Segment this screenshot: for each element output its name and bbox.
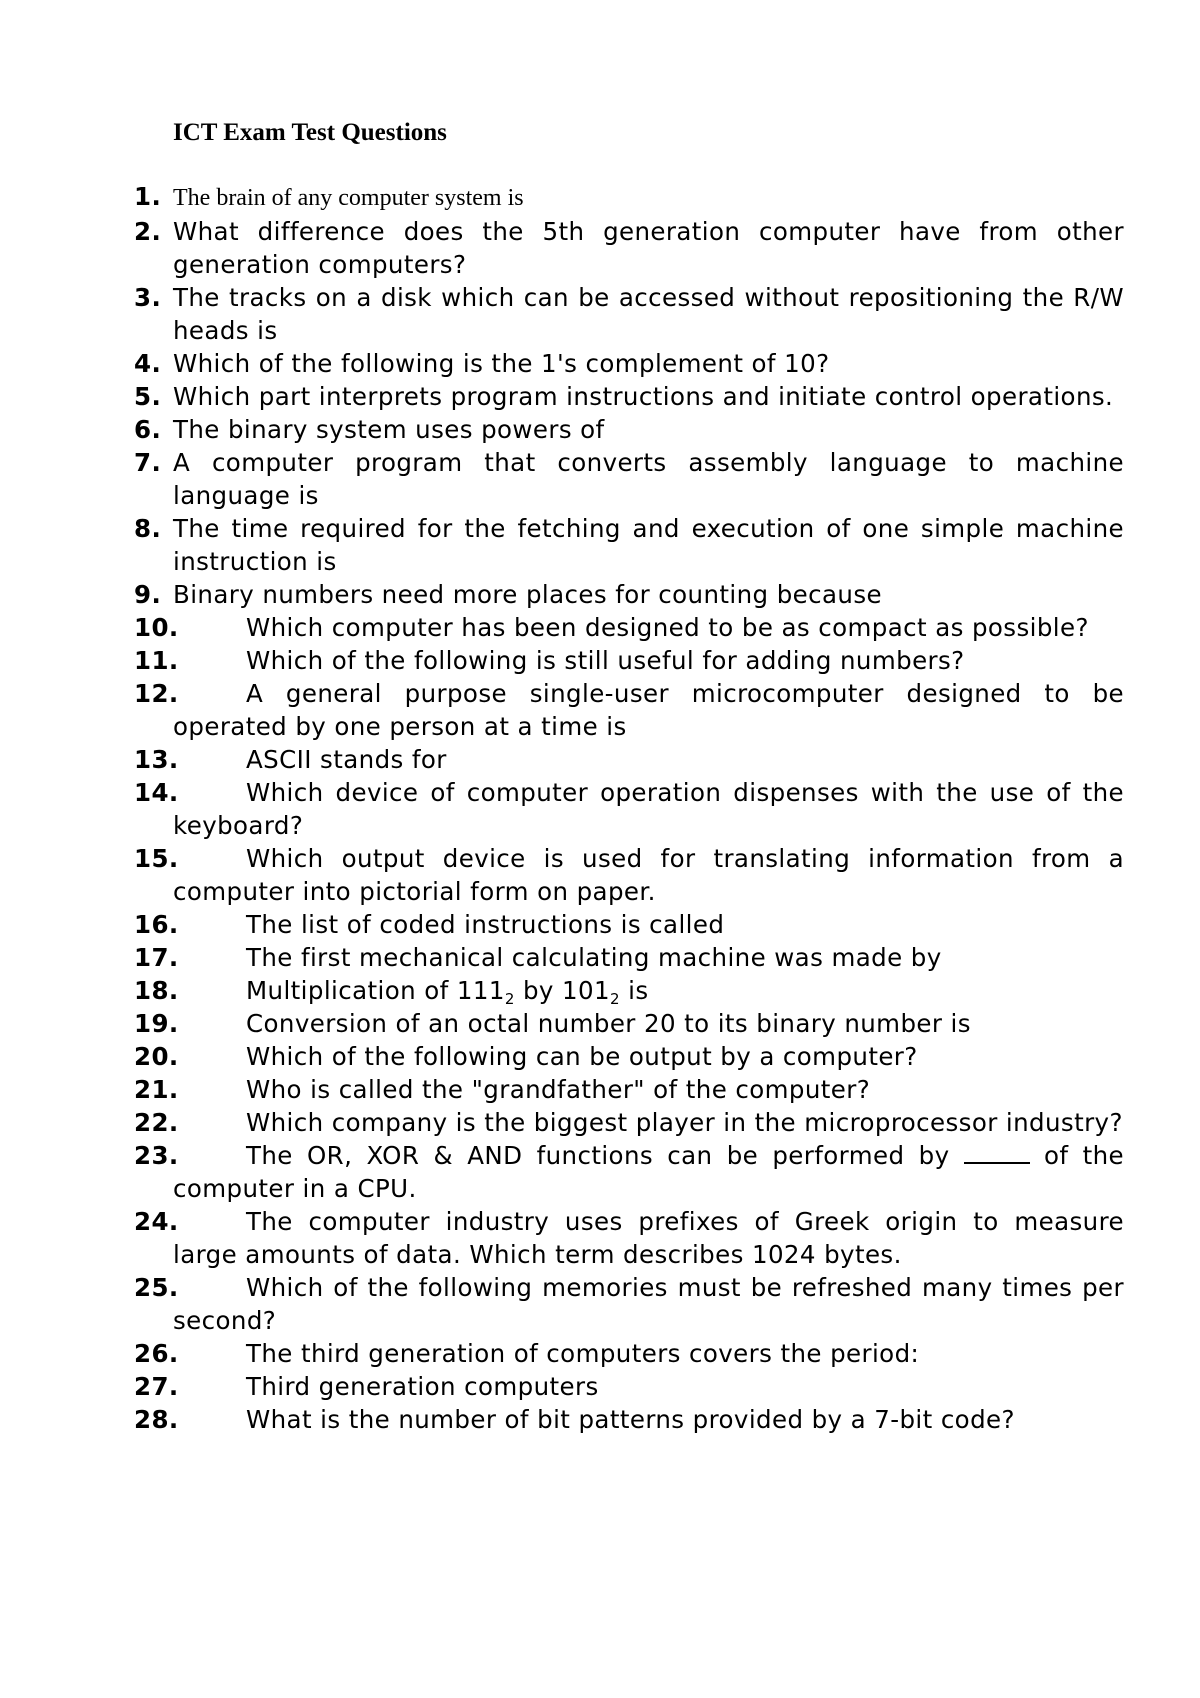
question-text: A computer program that converts assembly language to machine language is <box>173 448 1124 510</box>
question-item <box>134 1370 1124 1403</box>
question-item <box>134 446 1124 512</box>
question-text: Which of the following memories must be refreshed many times per second? <box>173 1273 1124 1335</box>
question-item <box>134 512 1124 578</box>
question-number: 14. <box>134 778 179 807</box>
question-number: 8. <box>134 514 162 543</box>
question-item <box>134 1205 1124 1271</box>
question-number: 15. <box>134 844 179 873</box>
question-text: What is the number of bit patterns provided by a 7-bit code? <box>246 1405 1015 1434</box>
question-text: The tracks on a disk which can be accessed without repositioning the R/W heads is <box>173 283 1124 345</box>
question-number: 24. <box>134 1207 179 1236</box>
question-number: 16. <box>134 910 179 939</box>
question-number: 6. <box>134 415 162 444</box>
question-item <box>134 941 1124 974</box>
question-item <box>134 611 1124 644</box>
question-text: ASCII stands for <box>246 745 447 774</box>
question-list <box>134 180 1124 1436</box>
question-item <box>134 1106 1124 1139</box>
question-text: Multiplication of $111_2$ by $101_2$ is <box>246 976 649 1008</box>
question-text: Which of the following is still useful for adding numbers? <box>246 646 965 675</box>
question-text: A general purpose single-user microcomputer designed to be operated by one person at a time is <box>173 679 1124 741</box>
question-item <box>134 1040 1124 1073</box>
question-number: 4. <box>134 349 162 378</box>
question-number: 26. <box>134 1339 179 1368</box>
question-item <box>134 1139 1124 1205</box>
document-title: ICT Exam Test Questions <box>173 119 447 146</box>
question-item <box>134 1337 1124 1370</box>
question-number: 17. <box>134 943 179 972</box>
question-item <box>134 347 1124 380</box>
question-text: Which computer has been designed to be as compact as possible? <box>246 613 1089 642</box>
question-item <box>134 1403 1124 1436</box>
question-item <box>134 644 1124 677</box>
question-item <box>134 743 1124 776</box>
question-number: 3. <box>134 283 162 312</box>
question-number: 2. <box>134 217 162 246</box>
question-item <box>134 842 1124 908</box>
question-item <box>134 215 1124 281</box>
question-number: 7. <box>134 448 162 477</box>
answer-blank <box>964 1142 1030 1164</box>
question-item <box>134 1073 1124 1106</box>
question-item <box>134 1007 1124 1040</box>
question-text: Third generation computers <box>246 1372 599 1401</box>
question-number: 22. <box>134 1108 179 1137</box>
question-text: Binary numbers need more places for counting because <box>173 580 882 609</box>
question-number: 1. <box>134 182 162 211</box>
question-item <box>134 180 1124 215</box>
question-number: 23. <box>134 1141 179 1170</box>
question-number: 11. <box>134 646 179 675</box>
question-text: Which of the following can be output by a computer? <box>246 1042 918 1071</box>
question-text: Which output device is used for translating information from a computer into pictorial form on paper. <box>173 844 1124 906</box>
question-item <box>134 578 1124 611</box>
question-number: 12. <box>134 679 179 708</box>
question-text: The OR, XOR & AND functions can be performed by of the computer in a CPU. <box>173 1141 1124 1203</box>
question-item <box>134 677 1124 743</box>
question-text: The computer industry uses prefixes of Greek origin to measure large amounts of data. Which term describes 1024 bytes. <box>173 1207 1124 1269</box>
question-text: Conversion of an octal number 20 to its binary number is <box>246 1009 971 1038</box>
question-text: The third generation of computers covers the period: <box>246 1339 920 1368</box>
question-number: 18. <box>134 976 179 1005</box>
question-number: 19. <box>134 1009 179 1038</box>
question-text: Who is called the "grandfather" of the computer? <box>246 1075 871 1104</box>
question-number: 20. <box>134 1042 179 1071</box>
question-text: Which device of computer operation dispenses with the use of the keyboard? <box>173 778 1124 840</box>
subscript: 2 <box>504 990 515 1008</box>
question-text: What difference does the 5th generation computer have from other generation computers? <box>173 217 1124 279</box>
question-item <box>134 1271 1124 1337</box>
question-number: 28. <box>134 1405 179 1434</box>
subscript: 2 <box>609 990 620 1008</box>
question-number: 21. <box>134 1075 179 1104</box>
question-text: Which of the following is the 1's complement of 10? <box>173 349 830 378</box>
question-number: 10. <box>134 613 179 642</box>
question-number: 9. <box>134 580 162 609</box>
question-text: Which company is the biggest player in the microprocessor industry? <box>246 1108 1123 1137</box>
question-text: The brain of any computer system is <box>173 185 524 211</box>
question-item <box>134 380 1124 413</box>
question-text: The list of coded instructions is called <box>246 910 725 939</box>
question-number: 25. <box>134 1273 179 1302</box>
question-item <box>134 776 1124 842</box>
question-number: 13. <box>134 745 179 774</box>
question-number: 27. <box>134 1372 179 1401</box>
question-item <box>134 908 1124 941</box>
question-text: Which part interprets program instructions and initiate control operations. <box>173 382 1114 411</box>
question-text: The time required for the fetching and execution of one simple machine instruction is <box>173 514 1124 576</box>
question-item <box>134 974 1124 1007</box>
question-text: The first mechanical calculating machine was made by <box>246 943 942 972</box>
question-number: 5. <box>134 382 162 411</box>
question-text: The binary system uses powers of <box>173 415 605 444</box>
question-item <box>134 413 1124 446</box>
question-item <box>134 281 1124 347</box>
